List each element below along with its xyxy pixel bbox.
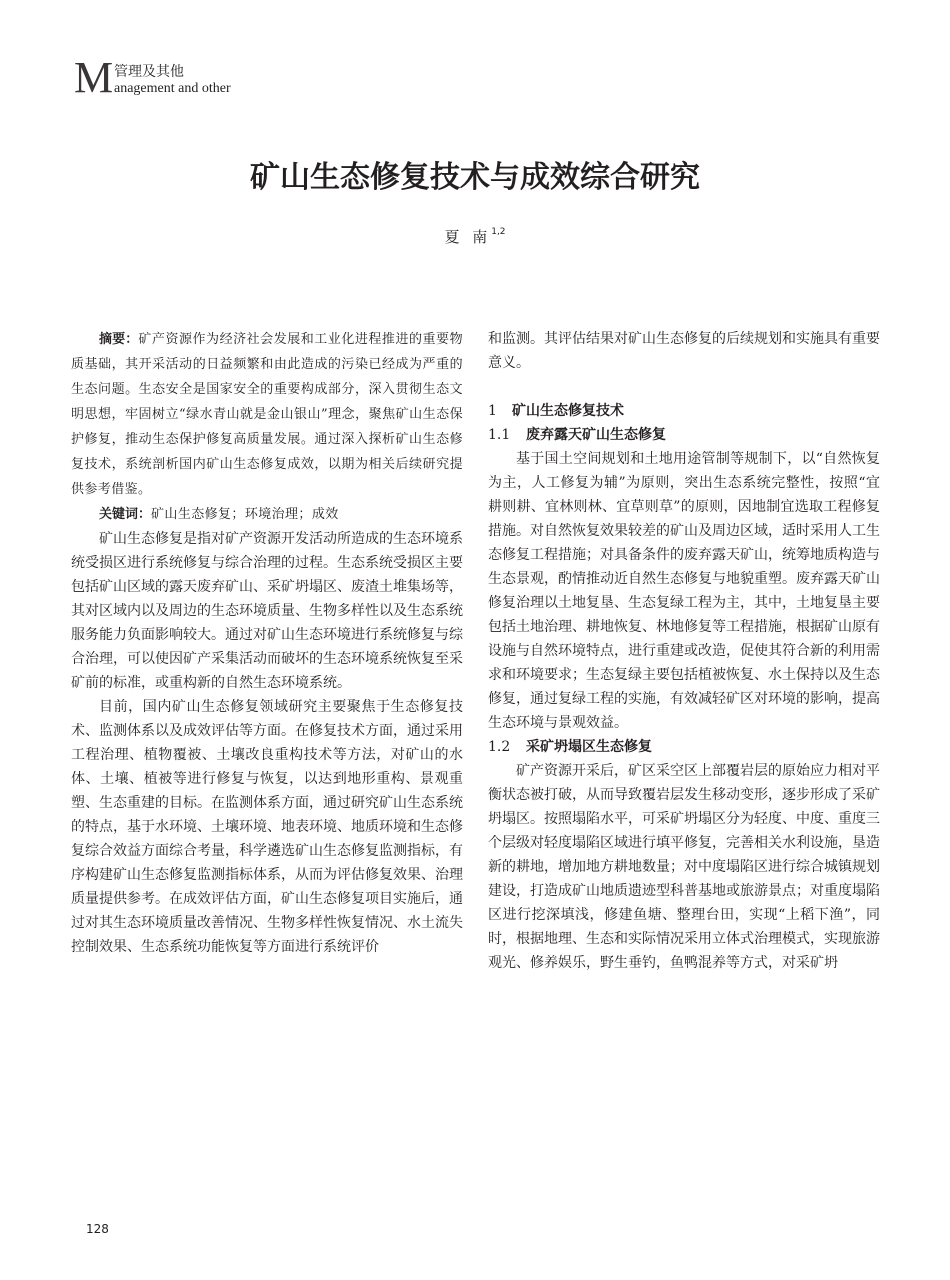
body-paragraph: 目前，国内矿山生态修复领域研究主要聚焦于生态修复技术、监测体系以及成效评估等方面。在修复技术方面，通过采用工程治理、植物覆被、土壤改良重构技术等方法，对矿山的水体、土壤、植被等进行修复与恢复，以达到地形重构、景观重塑、生态重建的目标。在监测体系方面，通过研究矿山生态系统的特点，基于水环境、土壤环境、地表环境、地质环境和生态修复综合效益方面综合考量，科学遴选矿山生态修复监测指标，有序构建矿山生态修复监测指标体系，从而为评估修复效果、治理质量提供参考。在成效评估方面，矿山生态修复项目实施后，通过对其生态环境质量改善情况、生物多样性恢复情况、水土流失控制效果、生态系统功能恢复等方面进行系统评价 <box>71 699 463 955</box>
left-column <box>71 327 463 959</box>
section-title-en: anagement and other <box>114 81 231 96</box>
author-affiliation: 1,2 <box>491 227 506 237</box>
right-column <box>488 327 880 975</box>
section-title: 废弃露天矿山生态修复 <box>526 427 666 443</box>
section-heading-1-2 <box>488 735 880 759</box>
body-paragraph: 基于国土空间规划和土地用途管制等规制下，以“自然恢复为主，人工修复为辅”为原则，突出生态系统完整性，按照“宜耕则耕、宜林则林、宜草则草”的原则，因地制宜选取工程修复措施。对自然恢复效果较差的矿山及周边区域，适时采用人工生态修复工程措施；对具备条件的废弃露天矿山，统筹地质构造与生态景观，酌情推动近自然生态修复与地貌重塑。废弃露天矿山修复治理以土地复垦、生态复绿工程为主，其中，土地复垦主要包括土地治理、耕地恢复、林地修复等工程措施，根据矿山原有设施与自然环境特点，进行重建或改造，促使其符合新的利用需求和环境要求；生态复绿主要包括植被恢复、水土保持以及生态修复，通过复绿工程的实施，有效减轻矿区对环境的影响，提高生态环境与景观效益。 <box>488 451 880 731</box>
section-number: 1.1 <box>488 427 511 443</box>
section-initial-letter: M <box>74 53 114 102</box>
article-title: 矿山生态修复技术与成效综合研究 <box>250 160 700 195</box>
section-heading-1-1 <box>488 423 880 447</box>
abstract <box>71 327 463 502</box>
abstract-text: 矿产资源作为经济社会发展和工业化进程推进的重要物质基础，其开采活动的日益频繁和由此造成的污染已经成为严重的生态问题。生态安全是国家安全的重要构成部分，深入贯彻生态文明思想，牢固树立“绿水青山就是金山银山”理念，聚焦矿山生态保护修复，推动生态保护修复高质量发展。通过深入探析矿山生态修复技术，系统剖析国内矿山生态修复成效，以期为相关后续研究提供参考借鉴。 <box>71 332 463 497</box>
keywords <box>71 502 463 527</box>
spacer <box>488 375 880 399</box>
section-title-cn: 管理及其他 <box>114 64 184 80</box>
section-number: 1 <box>488 403 497 419</box>
section-number: 1.2 <box>488 739 511 755</box>
section-heading-1 <box>488 399 880 423</box>
section-title: 矿山生态修复技术 <box>512 403 624 419</box>
body-paragraph: 矿山生态修复是指对矿产资源开发活动所造成的生态环境系统受损区进行系统修复与综合治理的过程。生态系统受损区主要包括矿山区域的露天废弃矿山、采矿坍塌区、废渣土堆集场等，其对区域内以及周边的生态环境质量、生物多样性以及生态系统服务能力负面影响较大。通过对矿山生态环境进行系统修复与综合治理，可以使因矿产采集活动而破坏的生态环境系统恢复至采矿前的标准，或重构新的自然生态环境系统。 <box>71 531 463 691</box>
body-paragraph-continued: 和监测。其评估结果对矿山生态修复的后续规划和实施具有重要意义。 <box>488 331 880 371</box>
author-name: 夏 南 <box>444 228 492 246</box>
body-paragraph: 矿产资源开采后，矿区采空区上部覆岩层的原始应力相对平衡状态被打破，从而导致覆岩层发生移动变形，逐步形成了采矿坍塌区。按照塌陷水平，可采矿坍塌区分为轻度、中度、重度三个层级对轻度塌陷区域进行填平修复，完善相关水利设施，垦造新的耕地，增加地方耕地数量；对中度塌陷区进行综合城镇规划建设，打造成矿山地质遗迹型科普基地或旅游景点；对重度塌陷区进行挖深填浅，修建鱼塘、整理台田，实现“上稻下渔”，同时，根据地理、生态和实际情况采用立体式治理模式，实现旅游观光、修养娱乐，野生垂钓，鱼鸭混养等方式，对采矿坍 <box>488 763 880 971</box>
keywords-text: 矿山生态修复；环境治理；成效 <box>151 507 339 522</box>
section-title: 采矿坍塌区生态修复 <box>526 739 652 755</box>
page-number: 128 <box>86 1222 109 1236</box>
abstract-label: 摘要： <box>99 332 139 347</box>
keywords-label: 关键词： <box>99 507 152 522</box>
article-author <box>0 222 950 247</box>
